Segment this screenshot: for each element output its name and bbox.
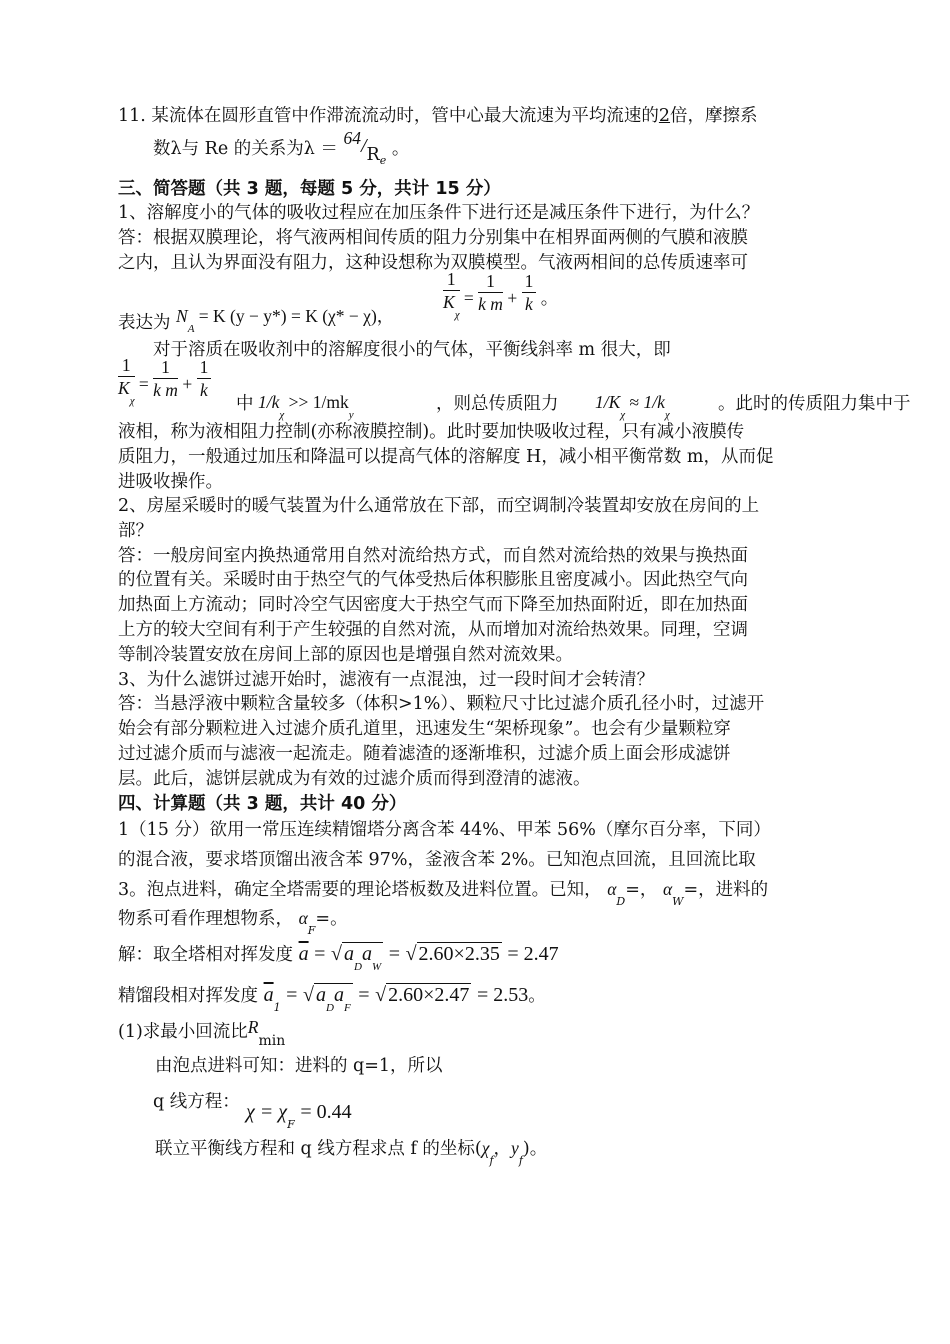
rate-eq-text: = K (y − y*) = K (χ* − χ)， xyxy=(198,306,395,326)
s4-problem-line-2: 的混合液，要求塔顶馏出液含苯 97%，釜液含苯 2%。已知泡点回流，且回流比取 xyxy=(118,850,756,870)
s3-q2-answer-1: 答：一般房间室内换热通常用自然对流给热方式，而自然对流给热的效果与换热面 xyxy=(118,546,748,566)
section3-heading: 三、简答题（共 3 题，每题 5 分，共计 15 分） xyxy=(118,179,501,199)
s3-q3-answer-4: 层。此后，滤饼层就成为有效的过滤介质而得到澄清的滤液。 xyxy=(118,769,591,789)
s4-problem-line-4: 物系可看作理想物系， $\alpha_F=$。 xyxy=(118,908,348,937)
q11-text-end: 倍，摩擦系 xyxy=(670,106,758,126)
middle-word: 中 xyxy=(236,394,254,414)
s3-q1-answer-8: 进吸收操作。 xyxy=(118,472,223,492)
condition-expression: $1/k_\chi >> 1/mk_y$ xyxy=(258,392,354,421)
q11-denominator-sub: e xyxy=(379,154,387,167)
s3-q3-answer-2: 始会有部分颗粒进入过滤介质孔道里，迅速发生“架桥现象”。也会有少量颗粒穿 xyxy=(118,719,731,739)
q11-text: 11. 某流体在圆形直管中作滞流流动时，管中心最大流速为平均流速的 xyxy=(118,106,659,126)
s3-q2-answer-5: 等制冷装置安放在房间上部的原因也是增强自然对流效果。 xyxy=(118,645,573,665)
section4-heading: 四、计算题（共 3 题，共计 40 分） xyxy=(118,794,407,814)
s3-q3-answer-1: 答：当悬浮液中颗粒含量较多（体积>1%）、颗粒尺寸比过滤介质孔径小时，过滤开 xyxy=(118,694,765,714)
s4-problem-line-1: 1（15 分）欲用一常压连续精馏塔分离含苯 44%、甲苯 56%（摩尔百分率，下同） xyxy=(118,820,771,840)
solution-line-1: 解：取全塔相对挥发度 $\overline{a}$ = √ $a_Da_W$ = √ 2.60×2.35 = 2.47 xyxy=(118,943,559,973)
sqrt-expression: √ $a_Da_W$ xyxy=(331,943,382,973)
rate-equation xyxy=(176,304,395,335)
s3-q3-question: 3、为什么滤饼过滤开始时，滤液有一点混浊，过一段时间才会转清？ xyxy=(118,670,655,690)
fraction-1-over-kx: $\frac{1}{k}$ xyxy=(522,270,537,315)
solution-line-2: 精馏段相对挥发度 $\overline{a}_1$ = √ $a_Da_F$ = √ 2.60×2.47 = 2.53。 xyxy=(118,984,546,1014)
alpha-d: α xyxy=(607,879,617,899)
s3-q1-answer-2: 之内，且认为界面没有阻力，这种设想称为双膜模型。气液两相间的总传质速率可 xyxy=(118,253,748,273)
s3-q2-question-2: 部？ xyxy=(118,521,153,541)
s3-q2-answer-2: 的位置有关。采暖时由于热空气的气体受热后体积膨胀且密度减小。因此热空气向 xyxy=(118,570,748,590)
q-line-equation: $\chi = \chi_F = 0.44$ xyxy=(246,1101,352,1131)
n-sub: A xyxy=(187,323,195,335)
total-resistance-eq: $\frac{1}{K_\chi}$ = $\frac{1}{\text{k m}}$ + $\frac{1}{k}$ 。 xyxy=(443,269,559,321)
s3-q2-answer-3: 加热面上方流动；同时冷空气因密度大于热空气而下降至加热面附近，即在加热面 xyxy=(118,595,748,615)
q11-end: 。 xyxy=(391,139,410,159)
s3-q1-answer-4: 对于溶质在吸收剂中的溶解度很小的气体，平衡线斜率 m 很大，即 xyxy=(153,340,671,360)
solution-line-6: 联立平衡线方程和 q 线方程求点 f 的坐标($\chi_f$，$y_f$)。 xyxy=(155,1138,548,1167)
solution-line-5: q 线方程： xyxy=(153,1092,240,1112)
solution-line-4: 由泡点进料可知：进料的 q=1，所以 xyxy=(155,1056,443,1076)
alpha-f: α xyxy=(298,908,308,928)
s4-problem-line-3: 3。泡点进料，确定全塔需要的理论塔板数及进料位置。已知， $\alpha_D=$， $\alpha_W=$，进料的 xyxy=(118,879,769,908)
s3-q1-answer-1: 答：根据双膜理论，将气液两相间传质的阻力分别集中在相界面两侧的气膜和液膜 xyxy=(118,228,748,248)
q11-denominator: R xyxy=(366,145,380,165)
s3-q2-answer-4: 上方的较大空间有利于产生较强的自然对流，从而增加对流给热效果。同理，空调 xyxy=(118,620,748,640)
q11-line-1 xyxy=(118,104,758,128)
resistance-text: ，则总传质阻力 xyxy=(436,394,559,414)
s3-q1-answer-7: 质阻力，一般通过加压和降温可以提高气体的溶解度 H，减小相平衡常数 m，从而促 xyxy=(118,447,774,467)
n-symbol: N xyxy=(176,306,188,326)
fraction-1-over-k: $\frac{1}{K_\chi}$ xyxy=(443,269,460,321)
alpha-bar: $\overline{a}$ xyxy=(298,943,309,965)
fraction-1-over-kym: $\frac{1}{\text{k m}}$ xyxy=(478,270,503,314)
solution-line-3: (1)求最小回流比$R_{min}$ xyxy=(118,1017,286,1049)
q11-times-value: 2 xyxy=(658,106,671,126)
expression-lead: 表达为 xyxy=(118,313,171,333)
alpha-w: α xyxy=(662,879,673,899)
resistance-fraction: $\frac{1}{K_\chi}$ = $\frac{1}{\text{k m}}$ + $\frac{1}{k}$ xyxy=(118,362,211,410)
q11-relation-text: 数λ与 Re 的关系为λ ＝ xyxy=(153,139,338,159)
s3-q1-answer-6: 液相，称为液相阻力控制(亦称液膜控制)。此时要加快吸收过程，只有减小液膜传 xyxy=(118,422,745,442)
resistance-tail: 。此时的传质阻力集中于 xyxy=(718,394,911,414)
q11-numerator: 64 xyxy=(343,128,361,148)
fraction-slash: / xyxy=(360,135,367,157)
s3-q1-question: 1、溶解度小的气体的吸收过程应在加压条件下进行还是减压条件下进行，为什么？ xyxy=(118,203,760,223)
q11-line-2 xyxy=(153,128,410,167)
s3-q3-answer-3: 过过滤介质而与滤液一起流走。随着滤渣的逐渐堆积，过滤介质上面会形成滤饼 xyxy=(118,744,731,764)
approx-expression: $1/K_\chi \approx 1/k_\chi$ xyxy=(595,392,670,421)
s3-q2-question-1: 2、房屋采暖时的暖气装置为什么通常放在下部，而空调制冷装置却安放在房间的上 xyxy=(118,496,760,516)
